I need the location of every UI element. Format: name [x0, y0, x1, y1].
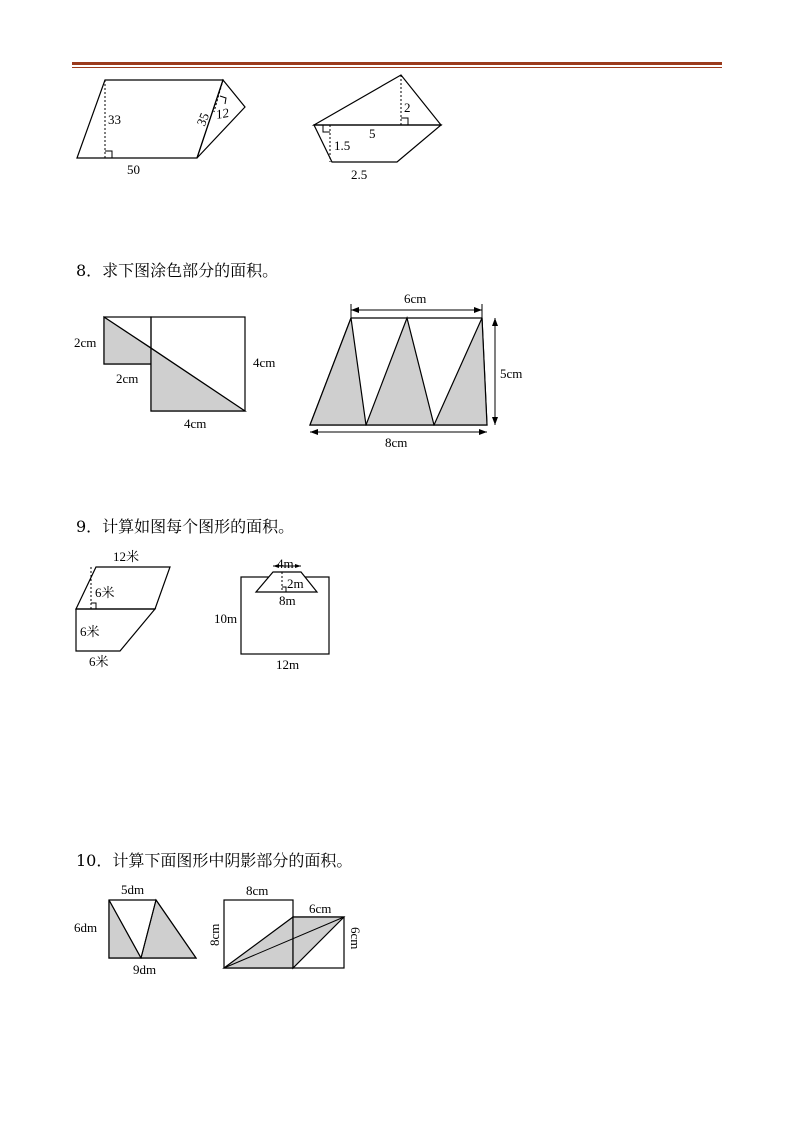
q10-figure-trapezoid	[74, 882, 196, 977]
q7-f1-side-label: 35	[193, 110, 213, 129]
q10-figure-squares	[207, 883, 363, 968]
q10-f2-top-label: 8cm	[246, 883, 269, 898]
q9-f1-top-label: 12米	[113, 549, 140, 564]
q9-f1-h1-label: 6米	[95, 585, 115, 600]
q9-f1-bottom-label: 6米	[89, 654, 109, 669]
q7-f1-base-label: 50	[127, 162, 140, 177]
q7-figure-quad	[314, 75, 441, 182]
q10-f2-top2-label: 6cm	[309, 901, 332, 916]
q7-f1-height2-label: 12	[214, 104, 231, 122]
q7-f2-base-label: 2.5	[351, 167, 368, 182]
q9-f1-h2-label: 6米	[80, 624, 100, 639]
q7-f2-height1-label: 2	[404, 100, 411, 115]
q7-f1-height-label: 33	[108, 112, 121, 127]
q9-title: 9．计算如图每个图形的面积。	[76, 517, 295, 536]
q8-f1-bottom-label: 4cm	[184, 416, 207, 431]
q10-f1-top-label: 5dm	[121, 882, 145, 897]
q7-figure-parallelogram	[77, 80, 245, 177]
q9-f2-h-label: 2m	[287, 576, 304, 591]
q10-f2-left-label: 8cm	[207, 923, 222, 946]
q9-f2-base-label: 8m	[279, 593, 296, 608]
q10-f2-right-label: 6cm	[348, 927, 363, 950]
q10-f1-bottom-label: 9dm	[133, 962, 157, 977]
q10-title: 10．计算下面图形中阴影部分的面积。	[76, 851, 353, 870]
q7-f2-height2-label: 1.5	[334, 138, 351, 153]
q8-f2-top-label: 6cm	[404, 291, 427, 306]
q8-f2-bottom-label: 8cm	[385, 435, 408, 450]
q8-title: 8．求下图涂色部分的面积。	[76, 261, 279, 280]
q10-f1-left-label: 6dm	[74, 920, 98, 935]
q8-figure-triangles	[310, 291, 522, 450]
q9-f2-bottom-label: 12m	[276, 657, 300, 672]
q9-figure-composite	[76, 549, 170, 669]
q8-f2-height-label: 5cm	[500, 366, 523, 381]
q9-figure-rect-trapezoid	[214, 556, 329, 672]
q7-f2-mid-label: 5	[369, 126, 376, 141]
q8-f1-right-label: 4cm	[253, 355, 276, 370]
q8-f1-small-label: 2cm	[116, 371, 139, 386]
q8-f1-left-label: 2cm	[74, 335, 97, 350]
q9-f2-left-label: 10m	[214, 611, 238, 626]
q8-figure-squares	[74, 317, 275, 431]
q9-f2-top-label: 4m	[277, 556, 294, 571]
